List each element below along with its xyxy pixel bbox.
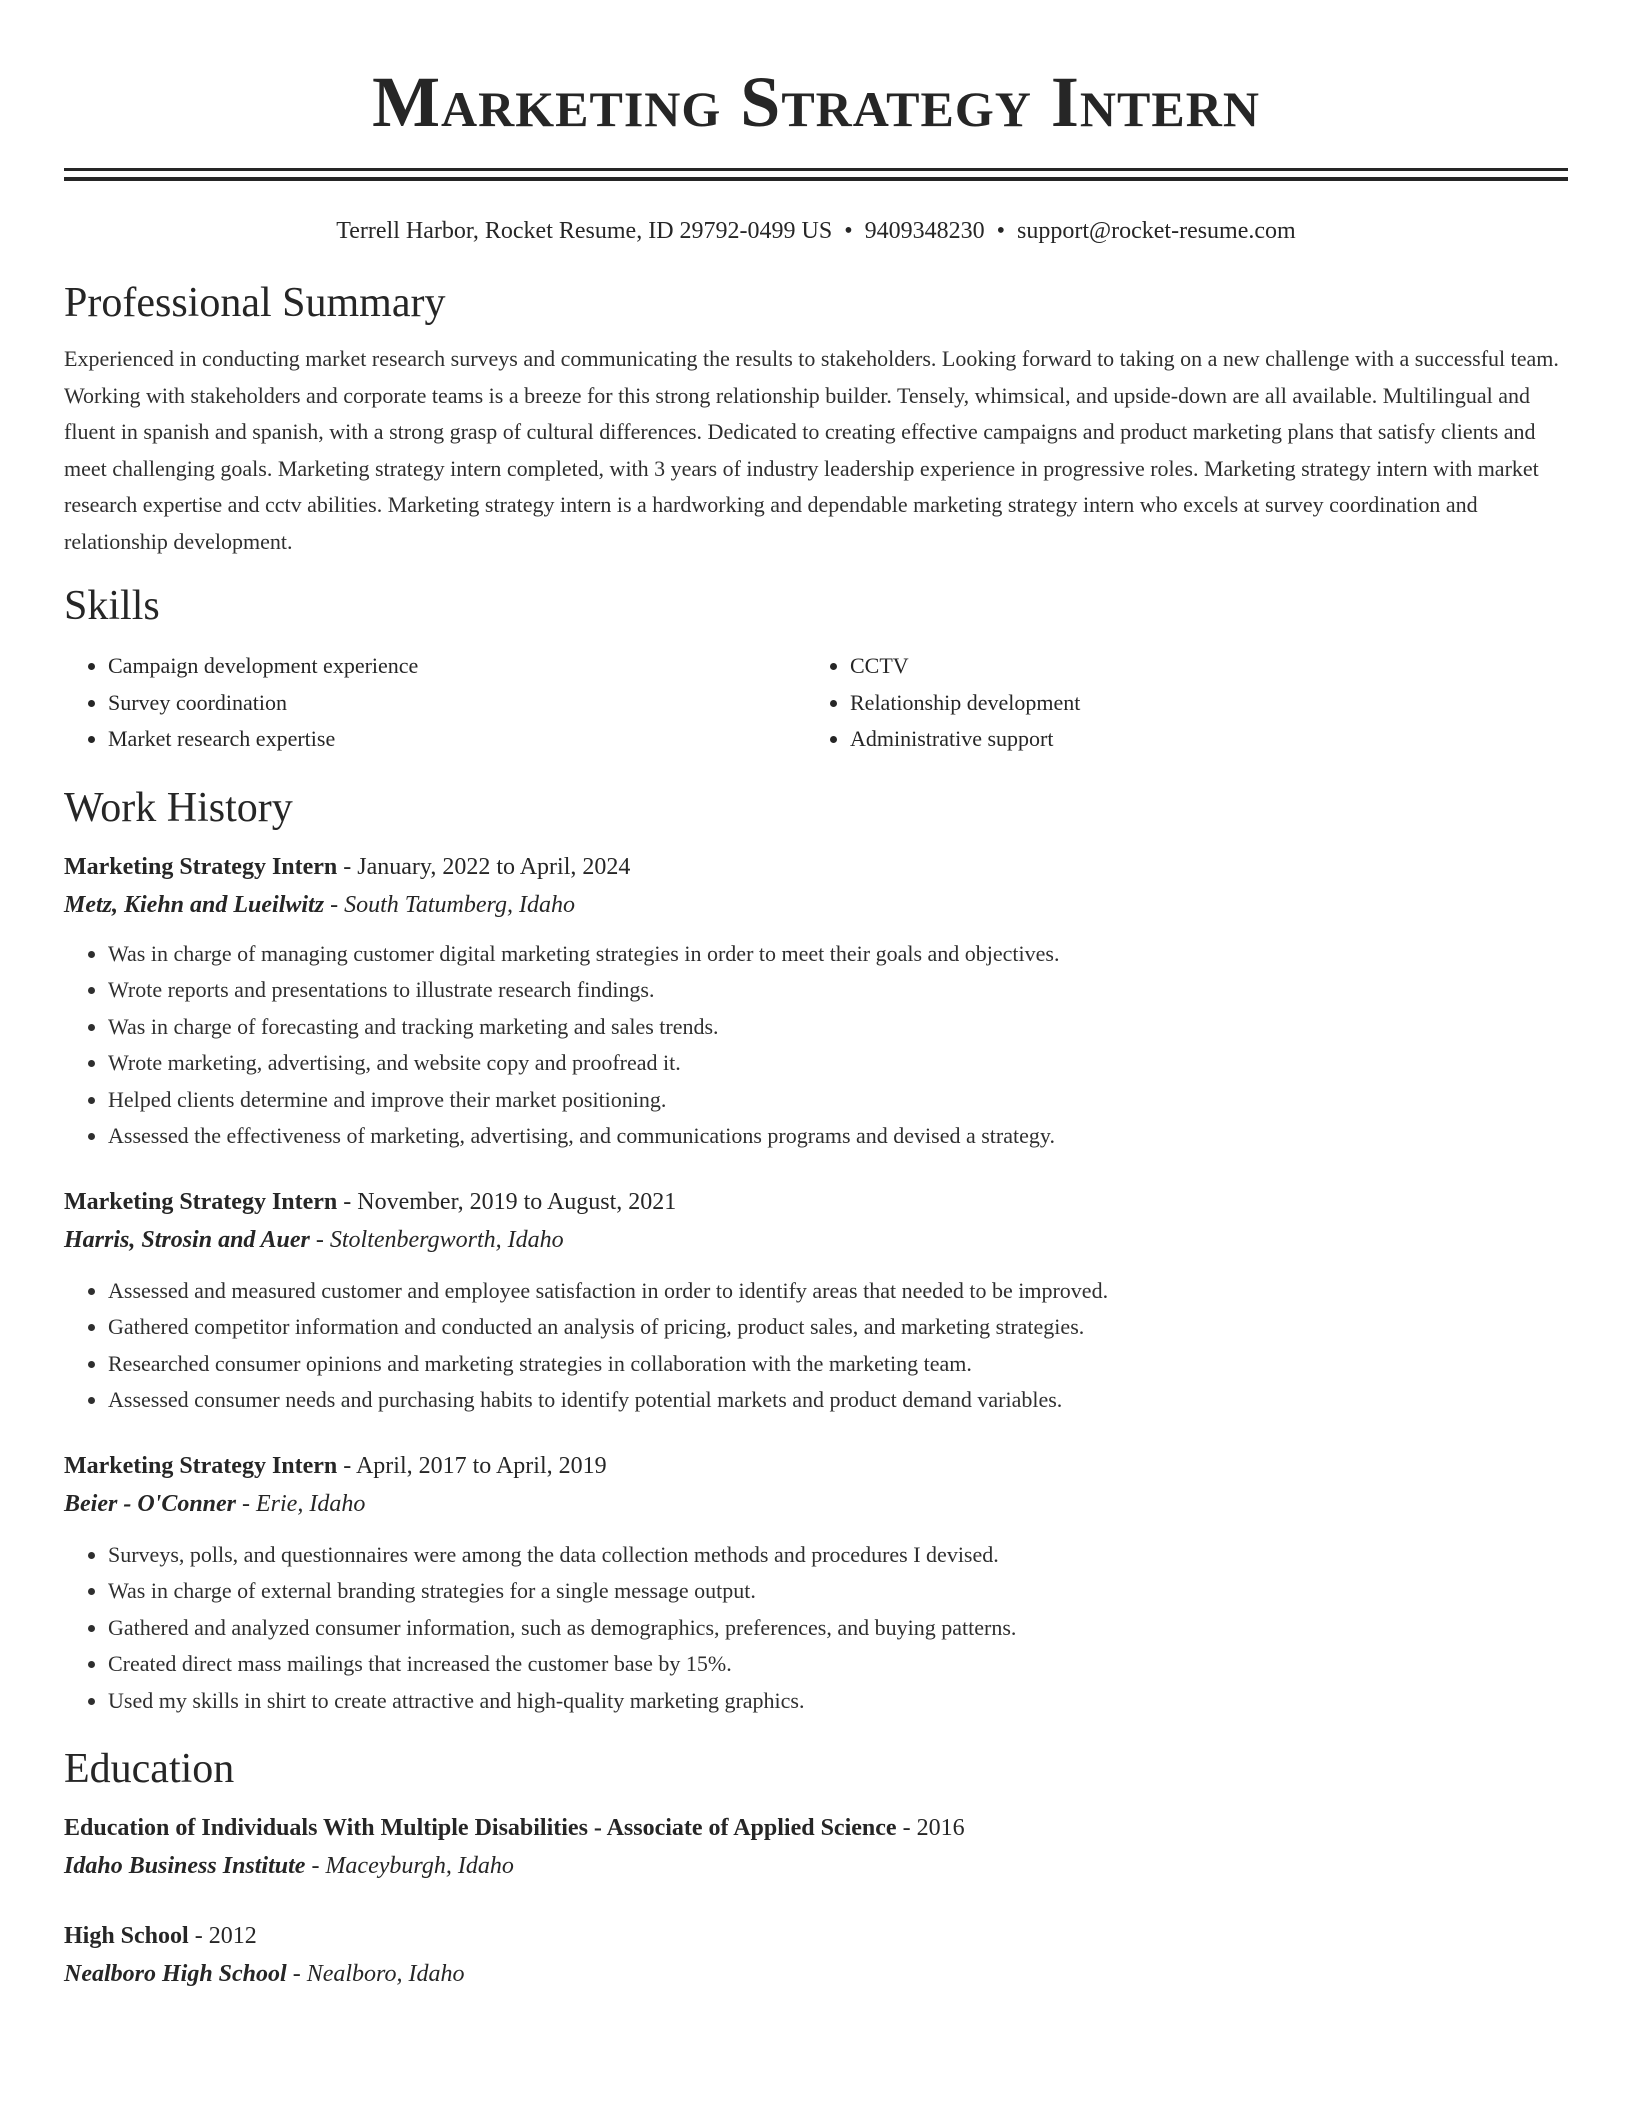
job-title-line (64, 1183, 1568, 1221)
job-bullet: • Surveys, polls, and questionnaires were among the data collection methods and procedures I devised. (108, 1537, 1568, 1574)
education-heading: Education (64, 1746, 235, 1792)
job-bullet: • Used my skills in shirt to create attractive and high-quality marketing graphics. (108, 1683, 1568, 1720)
skills-list-right (806, 648, 1548, 758)
job-title: Marketing Strategy Intern (64, 853, 338, 880)
title-divider-thick (64, 168, 1568, 171)
dash-separator: - (337, 1188, 358, 1215)
summary-text: Experienced in conducting market research surveys and communicating the results to stakeholders. Looking forward to taking on a new challenge with a successful team. Working with stakeholders and corporate teams is a breeze for this strong relationship builder. Tensely, whimsical, and upside-down are all available. Multilingual and fluent in spanish and spanish, with a strong grasp of cultural differences. Dedicated to creating effective campaigns and product marketing plans that satisfy clients and meet challenging goals. Marketing strategy intern completed, with 3 years of industry leadership experience in progressive roles. Marketing strategy intern with market research expertise and cctv abilities. Marketing strategy intern is a hardworking and dependable marketing strategy intern who excels at survey coordination and relationship development. (64, 346, 1559, 554)
contact-address: Terrell Harbor, Rocket Resume, ID 29792-0499 US (336, 218, 833, 244)
education-location: Nealboro, Idaho (306, 1961, 465, 1987)
job-entry (64, 1447, 1568, 1720)
job-company: Harris, Strosin and Auer (64, 1226, 310, 1253)
skills-list-left (64, 648, 806, 758)
job-company-line (64, 1221, 1568, 1259)
job-bullets (64, 1273, 1568, 1419)
education-degree: High School (64, 1923, 189, 1949)
job-bullet: • Wrote reports and presentations to illustrate research findings. (108, 972, 1568, 1009)
job-company: Beier - O'Conner (64, 1490, 237, 1517)
skill-item: • CCTV (850, 648, 1548, 685)
education-location: Maceyburgh, Idaho (325, 1853, 514, 1879)
dash-separator: - (337, 1452, 356, 1479)
job-bullet: • Was in charge of managing customer digital marketing strategies in order to meet their goals and objectives. (108, 936, 1568, 973)
dash-separator: - (337, 853, 358, 880)
job-bullet: • Created direct mass mailings that increased the customer base by 15%. (108, 1646, 1568, 1683)
job-bullet: • Was in charge of forecasting and tracking marketing and sales trends. (108, 1009, 1568, 1046)
job-company: Metz, Kiehn and Lueilwitz (64, 891, 325, 918)
job-title-line (64, 848, 1568, 886)
job-bullets (64, 1537, 1568, 1720)
job-company-line (64, 1485, 1568, 1523)
education-section (64, 1743, 1568, 1993)
skill-item: • Relationship development (850, 685, 1548, 722)
resume-title: Marketing Strategy Intern (372, 62, 1260, 142)
summary-section (64, 277, 1568, 560)
skill-item: • Survey coordination (108, 685, 806, 722)
job-bullet: • Gathered competitor information and conducted an analysis of pricing, product sales, and marketing strategies. (108, 1309, 1568, 1346)
dash-separator: - (236, 1490, 257, 1517)
job-dates: January, 2022 to April, 2024 (357, 853, 631, 880)
work-history-section (64, 782, 1568, 1720)
contact-email: support@rocket-resume.com (1017, 218, 1296, 244)
job-bullet: • Assessed and measured customer and employee satisfaction in order to identify areas that needed to be improved. (108, 1273, 1568, 1310)
job-entry (64, 848, 1568, 1155)
work-history-heading: Work History (64, 784, 293, 831)
job-entry (64, 1183, 1568, 1419)
education-entry (64, 1917, 1568, 1993)
resume-page (64, 0, 1568, 1993)
dash-separator: - (896, 1815, 917, 1841)
education-year: 2012 (208, 1923, 257, 1949)
title-divider-thin (64, 177, 1568, 181)
job-bullet: • Researched consumer opinions and marketing strategies in collaboration with the marketing team. (108, 1346, 1568, 1383)
education-school: Idaho Business Institute (64, 1853, 306, 1879)
job-location: South Tatumberg, Idaho (344, 891, 575, 918)
education-entry (64, 1809, 1568, 1885)
dash-separator: - (324, 891, 345, 918)
education-degree-line (64, 1917, 1568, 1955)
education-school-line (64, 1955, 1568, 1993)
education-degree: Education of Individuals With Multiple Disabilities - Associate of Applied Science (64, 1815, 897, 1841)
contact-separator: • (844, 218, 853, 244)
skills-section (64, 580, 1568, 758)
dash-separator: - (286, 1961, 307, 1987)
skill-item: • Market research expertise (108, 721, 806, 758)
job-title: Marketing Strategy Intern (64, 1452, 338, 1479)
job-company-line (64, 886, 1568, 924)
job-location: Erie, Idaho (256, 1490, 366, 1517)
job-bullet: • Assessed consumer needs and purchasing habits to identify potential markets and product demand variables. (108, 1382, 1568, 1419)
dash-separator: - (188, 1923, 209, 1949)
dash-separator: - (305, 1853, 326, 1879)
skills-heading: Skills (64, 583, 160, 629)
education-year: 2016 (916, 1815, 965, 1841)
education-school: Nealboro High School (64, 1961, 287, 1987)
job-dates: April, 2017 to April, 2019 (355, 1452, 607, 1479)
skill-item: • Campaign development experience (108, 648, 806, 685)
job-bullet: • Was in charge of external branding strategies for a single message output. (108, 1573, 1568, 1610)
job-dates: November, 2019 to August, 2021 (357, 1188, 677, 1215)
skills-columns (64, 648, 1568, 758)
job-location: Stoltenbergworth, Idaho (329, 1226, 564, 1253)
job-title: Marketing Strategy Intern (64, 1188, 338, 1215)
summary-heading: Professional Summary (64, 280, 446, 326)
skill-item: • Administrative support (850, 721, 1548, 758)
contact-line (64, 215, 1568, 247)
job-title-line (64, 1447, 1568, 1485)
contact-phone: 9409348230 (864, 218, 985, 244)
job-bullet: • Gathered and analyzed consumer information, such as demographics, preferences, and buying patterns. (108, 1610, 1568, 1647)
education-degree-line (64, 1809, 1568, 1847)
dash-separator: - (309, 1226, 330, 1253)
job-bullets (64, 936, 1568, 1155)
job-bullet: • Helped clients determine and improve their market positioning. (108, 1082, 1568, 1119)
contact-separator: • (996, 218, 1006, 244)
job-bullet: • Wrote marketing, advertising, and website copy and proofread it. (108, 1045, 1568, 1082)
education-school-line (64, 1847, 1568, 1885)
job-bullet: • Assessed the effectiveness of marketing, advertising, and communications programs and devised a strategy. (108, 1118, 1568, 1155)
